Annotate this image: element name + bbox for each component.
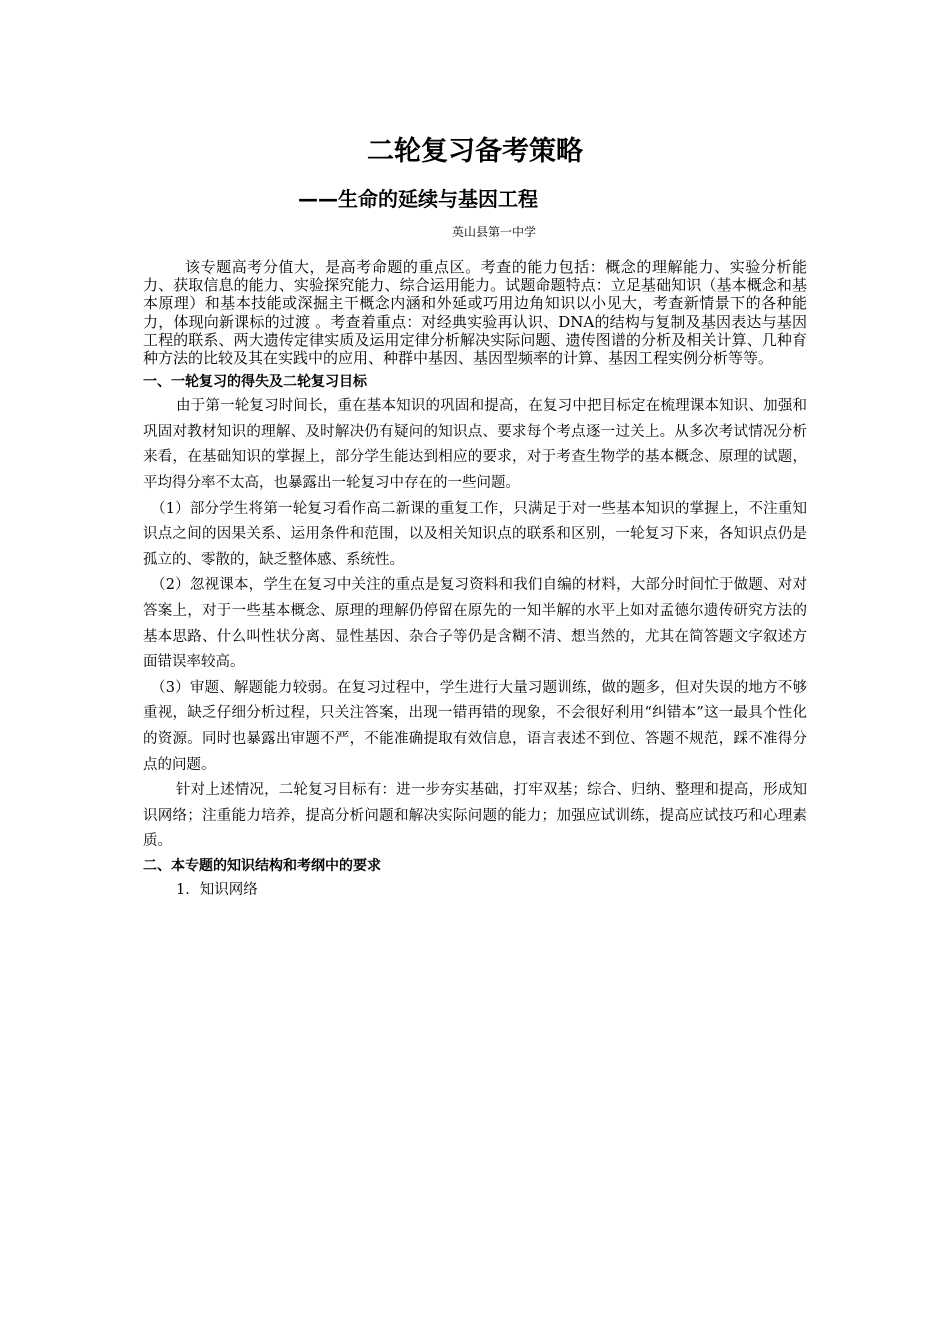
list-item-knowledge-network: 1．知识网络 xyxy=(176,881,258,898)
document-body xyxy=(143,258,807,902)
section-heading-2: 二、本专题的知识结构和考纲中的要求 xyxy=(143,857,381,874)
section1-paragraph-2: （1）部分学生将第一轮复习看作高二新课的重复工作，只满足于对一些基本知识的掌握上，不注重知识点之间的因果关系、运用条件和范围，以及相关知识点的联系和区别，一轮复习下来，各知识点仍是孤立的、零散的，缺乏整体感、系统性。 xyxy=(143,500,807,568)
document-title: 二轮复习备考策略 xyxy=(367,136,583,167)
section1-paragraph-5: 针对上述情况，二轮复习目标有：进一步夯实基础，打牢双基；综合、归纳、整理和提高，形成知识网络；注重能力培养，提高分析问题和解决实际问题的能力；加强应试训练，提高应试技巧和心理素质。 xyxy=(143,782,807,850)
section1-paragraph-3: （2）忽视课本，学生在复习中关注的重点是复习资料和我们自编的材料，大部分时间忙于做题、对对答案上，对于一些基本概念、原理的理解仍停留在原先的一知半解的水平上如对孟德尔遗传研究方法的基本思路、什么叫性状分离、显性基因、杂合子等仍是含糊不清、想当然的，尤其在简答题文字叙述方面错误率较高。 xyxy=(143,577,807,671)
section1-paragraph-1: 由于第一轮复习时间长，重在基本知识的巩固和提高，在复习中把目标定在梳理课本知识、加强和巩固对教材知识的理解、及时解决仍有疑问的知识点、要求每个考点逐一过关上。从多次考试情况分析来看，在基础知识的掌握上，部分学生能达到相应的要求，对于考查生物学的基本概念、原理的试题，平均得分率不太高，也暴露出一轮复习中存在的一些问题。 xyxy=(143,398,807,491)
intro-paragraph: 该专题高考分值大，是高考命题的重点区。考查的能力包括：概念的理解能力、实验分析能力、获取信息的能力、实验探究能力、综合运用能力。试题命题特点：立足基础知识（基本概念和基本原理）和基本技能或深掘主干概念内涵和外延或巧用边角知识以小见大，考查新情景下的各种能力，体现向新课标的过渡 。考查着重点：对经典实验再认识、DNA的结构与复制及基因表达与基因工程的联系、两大遗传定律实质及运用定律分析解决实际问题、遗传图谱的分析及相关计算、几种育种方法的比较及其在实践中的应用、种群中基因、基因型频率的计算、基因工程实例分析等等。 xyxy=(143,258,807,368)
school-name: 英山县第一中学 xyxy=(451,225,536,239)
section1-paragraph-4: （3）审题、解题能力较弱。在复习过程中，学生进行大量习题训练，做的题多，但对失误的地方不够重视，缺乏仔细分析过程，只关注答案，出现一错再错的现象，不会很好利用“纠错本”这一最具个性化的资源。同时也暴露出审题不严，不能准确提取有效信息，语言表述不到位、答题不规范，踩不准得分点的问题。 xyxy=(143,679,807,773)
document-subtitle: ——生命的延续与基因工程 xyxy=(298,187,538,211)
section-heading-1: 一、一轮复习的得失及二轮复习目标 xyxy=(143,374,367,391)
